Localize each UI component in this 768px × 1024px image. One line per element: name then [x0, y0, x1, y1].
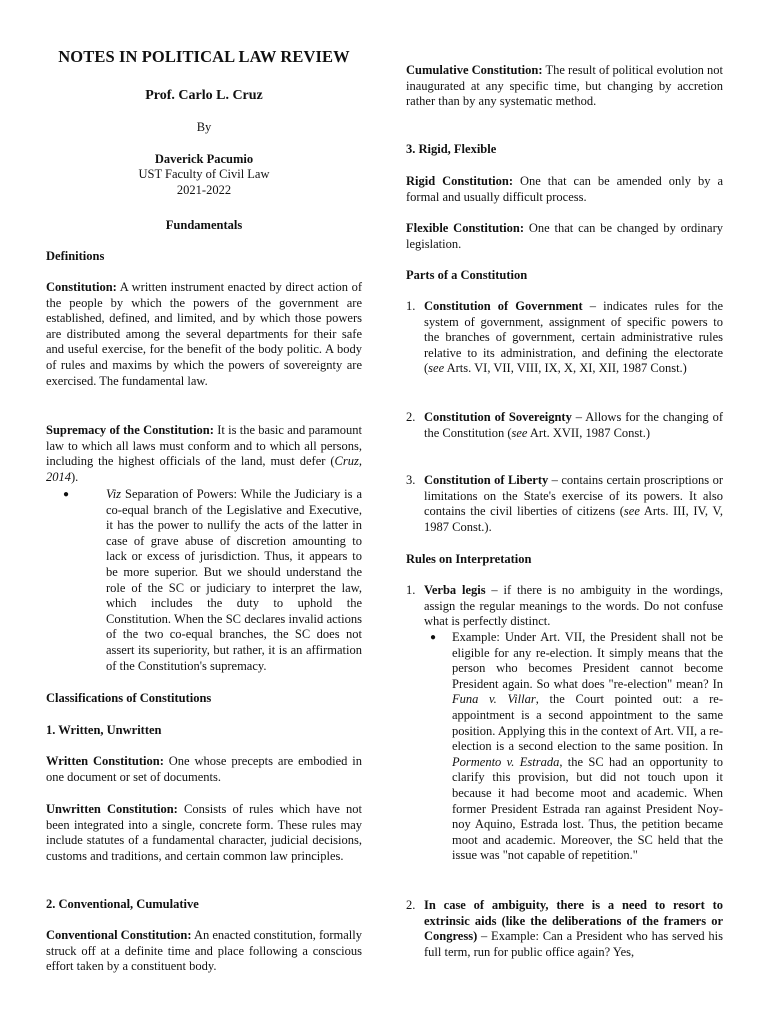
definition-constitution: A written instrument enacted by direct action of the people by which the powers of the government are established, defined, and limited, and by which those powers are distributed among the several departments for their safe and useful exercise, for the benefit of the body politic. A body of rules and maxims by which the powers of sovereignty are exercised. The fundamental law.	[46, 280, 362, 388]
list-item-rule-1: 1. Verba legis – if there is no ambiguity in the wordings, assign the regular meanings to the words. Do not confuse what is perfectly distinct.	[406, 583, 723, 629]
professor-name: Prof. Carlo L. Cruz	[145, 88, 263, 103]
case-pormento: Pormento v. Estrada	[452, 754, 560, 769]
subheading-rules: Rules on Interpretation	[406, 552, 532, 566]
list-item-part-1: 1. Constitution of Government – indicates rules for the system of government, assignment of specific powers to the branches of government, certain administrative rules relative to its administration, and defining the electorate (see Arts. VI, VII, VIII, IX, X, XI, XII, 1987 Const.)	[406, 299, 723, 376]
bullet-dot-icon: ●	[63, 489, 70, 500]
paragraph-supremacy: Supremacy of the Constitution: It is the basic and paramount law to which all laws must conform and to which all persons, including the highest officials of the land, must defer (Cruz, 2014).	[46, 423, 363, 484]
paragraph-conventional: Conventional Constitution: An enacted constitution, formally struck off at a definite time and place following a conscious effort taken by a constituent body.	[46, 928, 362, 974]
term-constitution: Constitution:	[46, 280, 117, 294]
paragraph-rigid: Rigid Constitution: One that can be amended only by a formal and usually difficult process.	[406, 174, 723, 204]
paragraph-written: Written Constitution: One whose precepts are embodied in one document or set of documents.	[46, 754, 362, 784]
list-item-rule-2: 2. In case of ambiguity, there is a need to resort to extrinsic aids (like the deliberations of the framers or Congress) – Example: Can a President who has served his full term, run for public office again? Yes,	[406, 898, 723, 959]
section-heading-fundamentals: Fundamentals	[165, 218, 243, 232]
paragraph-constitution	[46, 280, 362, 389]
term-supremacy: Supremacy of the Constitution:	[46, 423, 214, 437]
subheading-parts: Parts of a Constitution	[406, 268, 528, 282]
bullet-dot-icon: ●	[430, 632, 437, 643]
document-title: NOTES IN POLITICAL LAW REVIEW	[58, 47, 350, 66]
subheading-written-unwritten: 1. Written, Unwritten	[46, 723, 162, 737]
list-item-part-2: 2. Constitution of Sovereignty – Allows for the changing of the Constitution (see Art. XVII, 1987 Const.)	[406, 410, 723, 440]
author-name: Daverick Pacumio	[154, 152, 254, 166]
citation-cruz: Cruz, 2014	[46, 454, 362, 484]
paragraph-cumulative: Cumulative Constitution: The result of political evolution not inaugurated at any specific time, but changing by accretion rather than by any systematic method.	[406, 63, 724, 109]
list-item-part-3: 3. Constitution of Liberty – contains certain proscriptions or limitations on the State's exercise of its powers. It also contains the civil liberties of citizens (see Arts. III, IV, V, 1987 Const.).	[406, 473, 723, 534]
subheading-classifications: Classifications of Constitutions	[46, 691, 212, 705]
by-line: By	[196, 120, 212, 134]
school-name: UST Faculty of Civil Law	[138, 167, 270, 181]
academic-year: 2021-2022	[176, 183, 232, 197]
paragraph-flexible: Flexible Constitution: One that can be changed by ordinary legislation.	[406, 221, 723, 251]
subheading-conventional-cumulative: 2. Conventional, Cumulative	[46, 897, 199, 911]
subheading-definitions: Definitions	[46, 249, 105, 263]
right-column	[406, 0, 724, 959]
bullet-example: ● Example: Under Art. VII, the President shall not be eligible for any re-election. It simply means that the person who becomes President cannot become President again. So what does "re-election" mean? In Funa v. Villar, the Court pointed out: a re-appointment is a second appointment to the same position. Applying this in the context of Art. VII, a re-election is a second election to the same position. In Pormento v. Estrada, the SC had an opportunity to clarify this provision, but did not touch upon it because it had become moot and academic. When former President Estrada ran against President Noy-noy Aquino, Estrada lost. Thus, the petition became moot and academic. Moreover, the SC held that the issue was "not capable of repetition."	[430, 630, 724, 863]
subheading-rigid-flexible: 3. Rigid, Flexible	[406, 142, 497, 156]
case-funa: Funa v. Villar	[452, 692, 536, 707]
paragraph-unwritten: Unwritten Constitution: Consists of rules which have not been integrated into a single, concrete form. These rules may include statutes of a fundamental character, judicial decisions, customs and traditions, and certain common law principles.	[46, 802, 362, 863]
bullet-viz: ● Viz Separation of Powers: While the Judiciary is a co-equal branch of the Legislative and Executive, it has the power to nullify the acts of the latter in case of grave abuse of discretion amounting to lack or excess of jurisdiction. Thus, it appears to be more superior. But we should understand the role of the SC or judiciary to interpret the law, which includes the duty to uphold the Constitution. When the SC declares invalid actions of the two co-equal branches, the SC does not assert its superiority, but rather, it is an affirmation of the Constitution's supremacy.	[63, 487, 362, 673]
left-column	[46, 0, 363, 974]
